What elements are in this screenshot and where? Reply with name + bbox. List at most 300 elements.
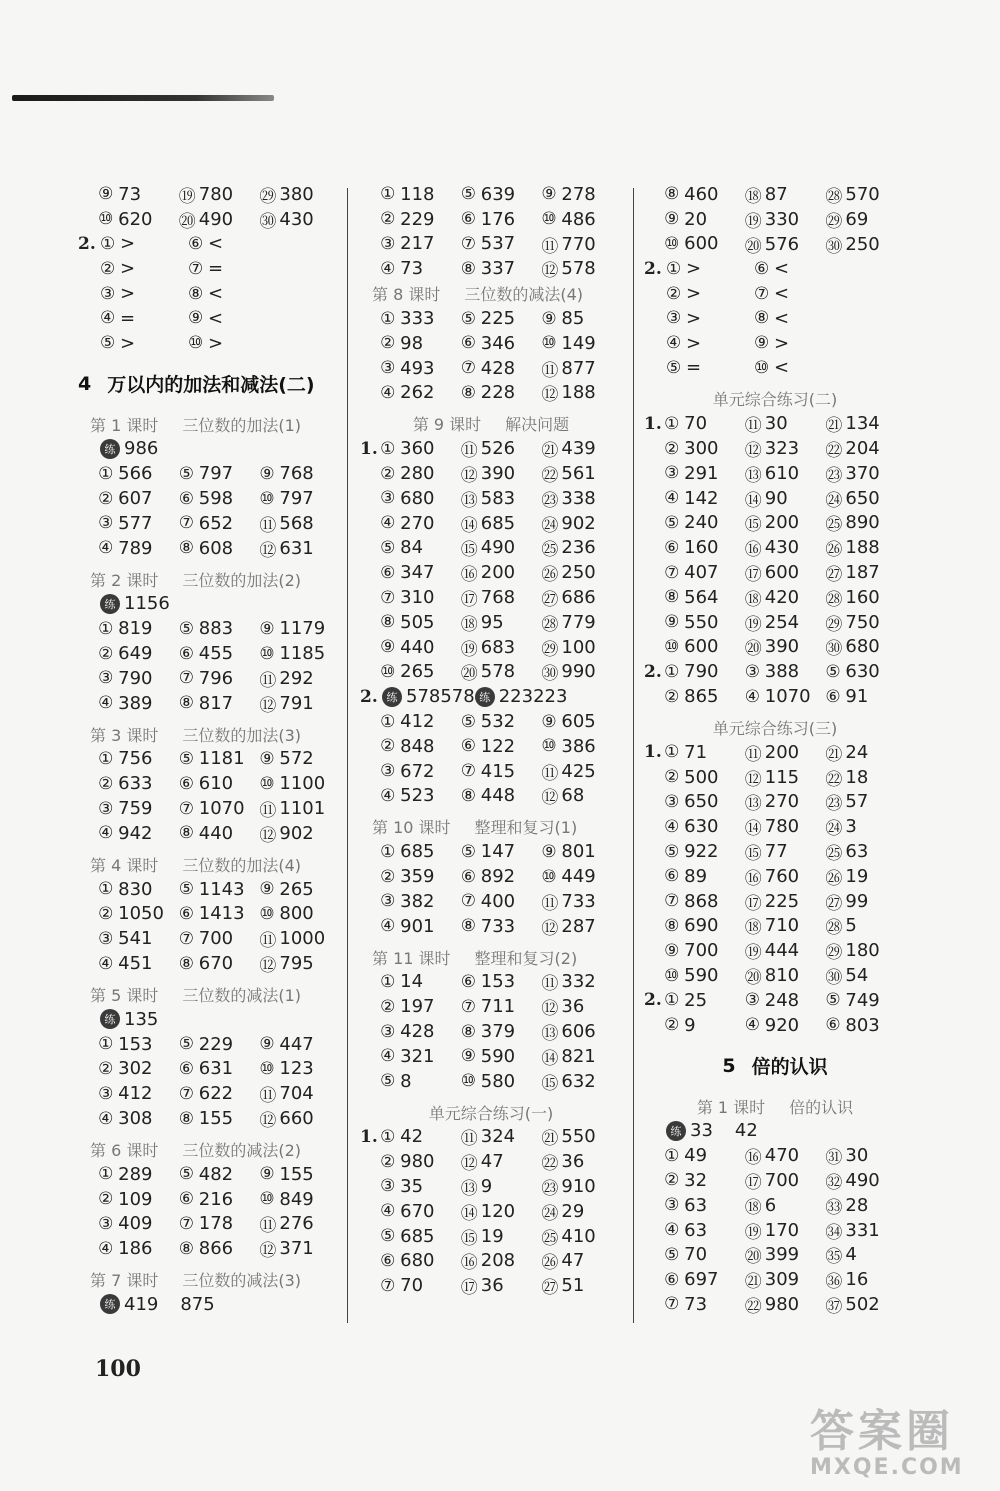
item-number: ⑱ [460, 614, 478, 635]
item-number: ⑩ [541, 866, 557, 887]
item-number: ⑪ [460, 1129, 478, 1150]
answer-column-3 [644, 182, 906, 1317]
answer-row [78, 1212, 340, 1237]
answer-cell [664, 767, 745, 788]
answer-cell [380, 661, 461, 682]
answer-value: 631 [279, 537, 314, 559]
answer-value: 760 [764, 865, 800, 887]
lesson-number: 第 4 课时 [90, 855, 159, 875]
item-number: ⑧ [460, 382, 477, 403]
answer-value: 980 [764, 1293, 800, 1315]
answer-cell [259, 488, 340, 509]
answer-value: 265 [279, 878, 314, 900]
item-number: ⑧ [178, 823, 195, 844]
answer-value: 270 [400, 512, 435, 534]
item-number: ⑦ [460, 996, 477, 1017]
item-number: ㉑ [825, 744, 843, 765]
item-number: ⑧ [178, 693, 195, 714]
answer-cell [825, 232, 906, 257]
lesson-heading [78, 982, 340, 1007]
answer-cell [745, 1168, 826, 1193]
answer-cell [541, 610, 622, 635]
practice-value: 135 [124, 1008, 159, 1030]
answer-value: 680 [400, 1250, 435, 1272]
answer-value: 291 [684, 462, 719, 484]
answer-row [644, 306, 906, 331]
item-number: ⑫ [259, 1241, 277, 1262]
item-number: ⑤ [178, 463, 195, 484]
answer-value: 90 [764, 487, 788, 509]
answer-cell [98, 798, 179, 819]
answer-value: 29 [561, 1200, 585, 1222]
item-number: ⑫ [541, 261, 559, 282]
answer-value: 118 [400, 183, 435, 205]
answer-cell [541, 535, 622, 560]
answer-cell [380, 971, 461, 992]
item-number: ① [664, 661, 680, 682]
answer-row [78, 1236, 340, 1261]
answer-cell [380, 1250, 461, 1271]
item-number: ② [98, 1189, 114, 1210]
answer-cell [100, 233, 188, 254]
item-number: ⑨ [664, 209, 680, 230]
answer-value: 630 [845, 661, 880, 683]
practice-icon: 练 [100, 439, 120, 459]
answer-value: 578 [561, 258, 596, 280]
chapter-heading [644, 1046, 906, 1086]
lesson-title: 三位数的加法(4) [182, 855, 302, 875]
item-number: ⑤ [100, 333, 116, 354]
answer-cell [664, 512, 745, 533]
answer-row [644, 963, 906, 988]
answer-value: = [686, 357, 702, 379]
chapter-title: 万以内的加法和减法(二) [107, 374, 315, 397]
item-number: ⑫ [460, 466, 478, 487]
answer-row [78, 306, 340, 331]
answer-cell [541, 866, 622, 887]
answer-cell [825, 839, 906, 864]
answer-value: 428 [480, 357, 516, 379]
question-number: 2. [360, 686, 378, 707]
answer-value: 922 [684, 841, 719, 863]
answer-value: 30 [764, 413, 788, 435]
answer-cell [380, 612, 461, 633]
answer-cell [179, 879, 260, 900]
answer-value: 73 [684, 1293, 708, 1315]
answer-value: 564 [684, 586, 719, 608]
item-number: ⑨ [541, 308, 557, 329]
item-number: ㉗ [541, 590, 559, 611]
item-number: ③ [380, 1176, 396, 1197]
answer-cell [745, 634, 826, 659]
item-number: ⑲ [460, 639, 478, 660]
item-number: ⑮ [744, 515, 762, 536]
answer-cell [380, 891, 461, 912]
answer-cell [825, 864, 906, 889]
answer-cell [380, 438, 461, 459]
answer-value: 759 [118, 798, 153, 820]
answer-cell [461, 1124, 542, 1149]
answer-cell [380, 996, 461, 1017]
answer-value: 77 [764, 841, 788, 863]
watermark-url: MXQE.COM [810, 1455, 964, 1480]
answer-cell [541, 184, 622, 205]
answer-value: 686 [561, 587, 596, 609]
answer-value: 30 [845, 1145, 869, 1167]
answer-value: 20 [684, 208, 708, 230]
answer-cell [461, 258, 542, 279]
answer-cell [98, 643, 179, 664]
answer-cell [825, 486, 906, 511]
answer-cell [179, 538, 260, 559]
answer-column-2 [360, 182, 622, 1298]
answer-row [360, 1149, 622, 1174]
answer-value: 188 [561, 382, 596, 404]
chapter-number: 5 [722, 1054, 736, 1077]
item-number: ⑥ [380, 1250, 396, 1271]
question-number: 1. [360, 438, 378, 459]
answer-cell [461, 736, 542, 757]
answer-value: 791 [279, 692, 314, 714]
item-number: ⑤ [178, 1164, 195, 1185]
answer-cell [664, 233, 745, 254]
answer-cell [461, 1199, 542, 1224]
answer-value: 572 [279, 748, 314, 770]
item-number: ⑫ [744, 769, 762, 790]
answer-value: 1100 [279, 773, 326, 795]
item-number: ⑪ [541, 360, 559, 381]
answer-cell [380, 1275, 461, 1296]
answer-cell [664, 1145, 745, 1166]
item-number: ㊱ [825, 1272, 843, 1293]
answer-cell [461, 635, 542, 660]
answer-value: 95 [480, 611, 504, 633]
item-number: ① [98, 748, 114, 769]
item-number: ㉓ [541, 490, 559, 511]
answer-cell [380, 587, 461, 608]
lesson-title: 三位数的减法(4) [464, 285, 584, 305]
answer-value: < [208, 307, 224, 329]
answer-cell [825, 938, 906, 963]
answer-cell [259, 773, 340, 794]
item-number: ⑤ [178, 1034, 195, 1055]
answer-value: 85 [561, 308, 585, 330]
answer-value: 866 [198, 1238, 234, 1260]
item-number: ⑥ [178, 773, 195, 794]
answer-row [360, 560, 622, 585]
item-number: ⑨ [380, 637, 396, 658]
item-number: ㉔ [541, 515, 559, 536]
answer-value: 228 [480, 382, 516, 404]
item-number: ⑥ [664, 1269, 680, 1290]
answer-cell [461, 486, 542, 511]
question-number: 2. [644, 990, 662, 1011]
item-number: ⑬ [460, 1179, 478, 1199]
answer-value: < [208, 283, 224, 305]
practice-icon: 练 [100, 1009, 120, 1029]
item-number: ⑬ [460, 490, 478, 511]
answer-row [360, 914, 622, 939]
answer-cell [541, 1149, 622, 1174]
answer-row [360, 610, 622, 635]
answer-value: 32 [684, 1169, 708, 1191]
answer-value: 505 [400, 611, 435, 633]
answer-cell [98, 668, 179, 689]
answer-cell [98, 618, 179, 639]
answer-row [360, 207, 622, 232]
answer-value: 399 [764, 1244, 800, 1266]
answer-value: 632 [561, 1070, 596, 1092]
answer-cell [461, 761, 542, 782]
answer-cell [541, 711, 622, 732]
item-number: ① [98, 1164, 114, 1185]
answer-cell [541, 1248, 622, 1273]
answer-row [360, 864, 622, 889]
answer-cell [179, 798, 260, 819]
answer-cell [825, 535, 906, 560]
item-number: ⑩ [380, 661, 396, 682]
item-number: ⑩ [541, 209, 557, 230]
answer-cell [745, 963, 826, 988]
answer-cell [461, 333, 542, 354]
answer-value: 47 [561, 1250, 585, 1272]
answer-row [78, 926, 340, 951]
answer-value: 790 [118, 667, 153, 689]
item-number: ⑫ [541, 999, 559, 1020]
practice-row [78, 1007, 340, 1032]
item-number: ⑨ [188, 308, 204, 329]
item-number: ⑩ [188, 333, 204, 354]
item-number: ⑳ [744, 1247, 762, 1268]
answer-row [360, 511, 622, 536]
answer-cell [666, 308, 754, 329]
item-number: ⑫ [541, 918, 559, 939]
answer-value: 526 [480, 438, 516, 460]
item-number: ④ [664, 1220, 680, 1241]
answer-cell [745, 207, 826, 232]
watermark [810, 1395, 990, 1485]
answer-value: 188 [845, 537, 880, 559]
answer-row [360, 635, 622, 660]
answer-cell [259, 182, 340, 207]
item-number: ⑯ [744, 1148, 762, 1169]
practice-value: 223 [533, 686, 568, 708]
answer-row [644, 436, 906, 461]
answer-cell [380, 916, 461, 937]
answer-value: 1181 [198, 748, 245, 770]
answer-cell [380, 562, 461, 583]
answer-value: 490 [198, 208, 234, 230]
item-number: ㉝ [825, 1197, 843, 1218]
answer-cell [259, 1106, 340, 1131]
answer-cell [259, 536, 340, 561]
answer-cell [745, 765, 826, 790]
item-number: ⑲ [744, 943, 762, 964]
answer-cell [461, 184, 542, 205]
answer-cell [188, 308, 276, 329]
answer-cell [179, 513, 260, 534]
answer-cell [825, 913, 906, 938]
item-number: ⑱ [744, 589, 762, 610]
answer-value: 280 [400, 463, 435, 485]
item-number: ② [98, 773, 114, 794]
item-number: ② [380, 736, 396, 757]
answer-row [360, 436, 622, 461]
answer-cell [259, 1189, 340, 1210]
item-number: ⑥ [178, 903, 195, 924]
item-number: ㉖ [541, 565, 559, 586]
answer-row [360, 734, 622, 759]
item-number: ⑲ [744, 614, 762, 635]
answer-cell [98, 1083, 179, 1104]
answer-row [78, 1187, 340, 1212]
item-number: ⑳ [460, 664, 478, 685]
answer-cell [541, 1199, 622, 1224]
answer-value: 1413 [198, 903, 245, 925]
answer-row [644, 914, 906, 939]
item-number: ① [380, 971, 396, 992]
answer-row [644, 560, 906, 585]
answer-value: 217 [400, 233, 435, 255]
answer-cell [825, 990, 906, 1011]
answer-cell [745, 1193, 826, 1218]
answer-value: 250 [845, 233, 880, 255]
column-divider [633, 188, 634, 1323]
item-number: ⑤ [178, 748, 195, 769]
answer-cell [745, 486, 826, 511]
item-number: ⑤ [178, 618, 195, 639]
answer-column-1 [78, 182, 340, 1317]
answer-value: 69 [845, 208, 869, 230]
item-number: ⑧ [178, 1238, 195, 1259]
answer-cell [98, 1108, 179, 1129]
item-number: ⑪ [541, 236, 559, 257]
answer-value: 780 [764, 816, 800, 838]
item-number: ② [380, 463, 396, 484]
answer-row [644, 889, 906, 914]
answer-value: 821 [561, 1045, 596, 1067]
answer-row [78, 331, 340, 356]
answer-cell [541, 889, 622, 914]
answer-cell [461, 560, 542, 585]
item-number: ⑤ [460, 711, 477, 732]
item-number: ① [664, 413, 680, 434]
answer-cell [259, 207, 340, 232]
item-number: ⑨ [98, 184, 114, 205]
answer-value: 371 [279, 1238, 314, 1260]
item-number: ⑨ [259, 618, 275, 639]
answer-cell [664, 1015, 745, 1036]
answer-row [78, 182, 340, 207]
item-number: ⑯ [460, 1253, 478, 1274]
answer-cell [98, 1164, 179, 1185]
answer-row [78, 1081, 340, 1106]
item-number: ⑪ [259, 1216, 277, 1237]
answer-cell [541, 969, 622, 994]
lesson-heading [78, 1267, 340, 1292]
answer-cell [188, 258, 276, 279]
answer-cell [380, 382, 461, 403]
item-number: ⑦ [664, 562, 680, 583]
answer-cell [825, 182, 906, 207]
item-number: ⑮ [541, 1073, 559, 1094]
answer-row [360, 1248, 622, 1273]
item-number: ⑧ [664, 915, 680, 936]
answer-value: 577 [118, 512, 153, 534]
practice-row [78, 437, 340, 462]
answer-row [644, 461, 906, 486]
item-number: ㉘ [825, 186, 843, 207]
item-number: ⑪ [460, 441, 478, 462]
item-number: ⑨ [460, 1046, 477, 1067]
answer-cell [825, 1242, 906, 1267]
answer-value: 650 [845, 487, 880, 509]
answer-cell [825, 585, 906, 610]
answer-cell [461, 585, 542, 610]
answer-cell [179, 1083, 260, 1104]
answer-value: 733 [480, 915, 516, 937]
answer-cell [259, 879, 340, 900]
answer-value: 390 [764, 636, 800, 658]
item-number: ⑦ [178, 1083, 195, 1104]
item-number: ⑪ [744, 416, 762, 437]
answer-cell [825, 789, 906, 814]
lesson-heading [78, 1137, 340, 1162]
answer-cell [461, 461, 542, 486]
answer-cell [664, 791, 745, 812]
answer-cell [461, 436, 542, 461]
item-number: ⑱ [744, 186, 762, 207]
answer-value: 160 [684, 537, 719, 559]
item-number: ㉚ [541, 664, 559, 685]
answer-value: 289 [118, 1163, 153, 1185]
answer-cell [664, 488, 745, 509]
item-number: ㉑ [541, 441, 559, 462]
lesson-heading [78, 722, 340, 747]
answer-value: 795 [279, 953, 314, 975]
answer-value: 170 [764, 1219, 800, 1241]
answer-value: 541 [118, 928, 153, 950]
item-number: ⑦ [178, 668, 195, 689]
item-number: ⑨ [541, 711, 557, 732]
answer-value: 1143 [198, 878, 245, 900]
practice-row [360, 684, 622, 709]
answer-cell [380, 1176, 461, 1197]
answer-value: 583 [480, 487, 516, 509]
answer-value: 420 [764, 586, 800, 608]
answer-cell [100, 283, 188, 304]
answer-cell [825, 889, 906, 914]
item-number: ⑨ [259, 748, 275, 769]
answer-value: 447 [279, 1033, 314, 1055]
answer-cell [666, 283, 754, 304]
lesson-number: 第 10 课时 [372, 818, 451, 838]
answer-value: 225 [480, 308, 516, 330]
item-number: ② [664, 1170, 680, 1191]
answer-cell [664, 1170, 745, 1191]
answer-row [644, 610, 906, 635]
item-number: ㉗ [825, 893, 843, 914]
answer-cell [380, 463, 461, 484]
answer-row [644, 635, 906, 660]
practice-value: 1156 [124, 593, 170, 615]
answer-cell [664, 636, 745, 657]
answer-value: 400 [480, 890, 516, 912]
answer-value: 337 [480, 258, 516, 280]
item-number: ⑧ [178, 953, 195, 974]
item-number: ⑮ [744, 844, 762, 865]
item-number: ⑪ [259, 1086, 277, 1107]
